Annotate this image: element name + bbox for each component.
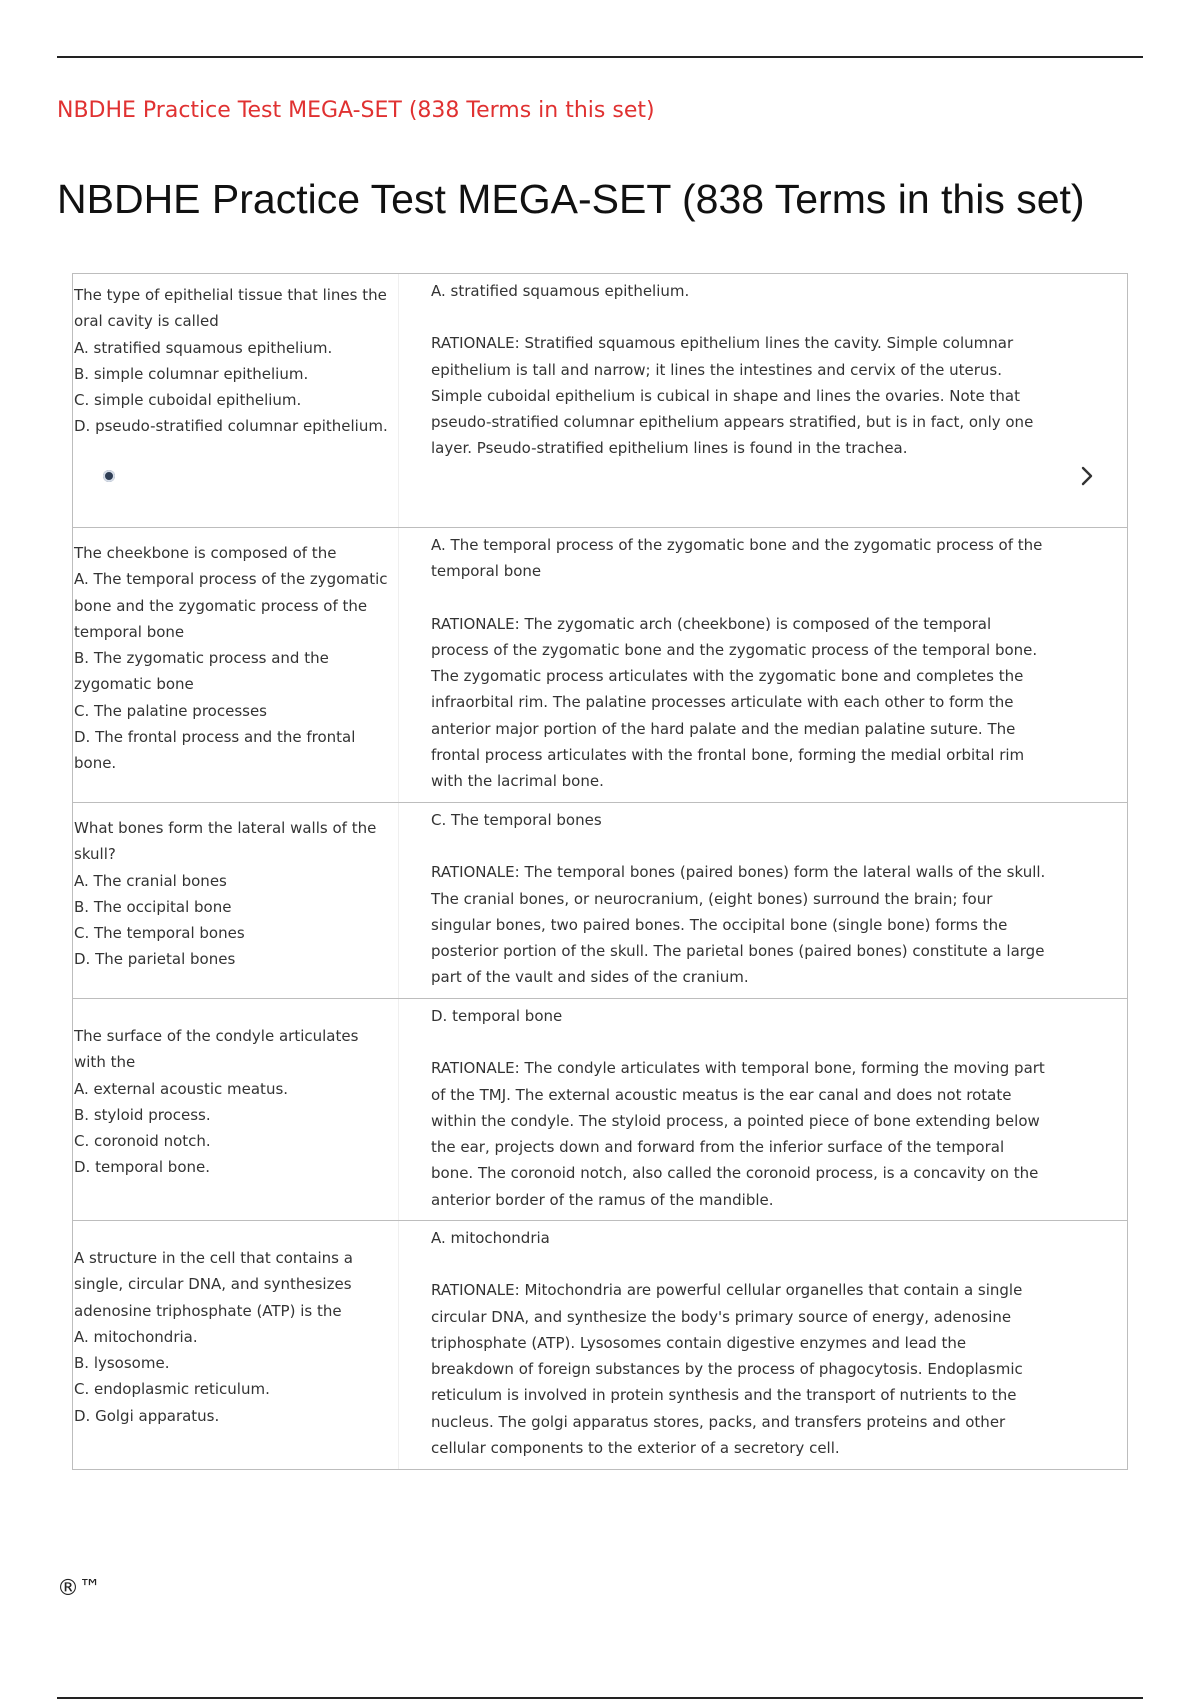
answer-text: D. temporal bone bbox=[431, 1007, 563, 1025]
option-b: B. simple columnar epithelium. bbox=[74, 364, 309, 383]
flashcard bbox=[73, 802, 1127, 998]
question-text: What bones form the lateral walls of the skull? bbox=[74, 819, 377, 864]
option-d: D. temporal bone. bbox=[74, 1158, 211, 1177]
option-b: B. The occipital bone bbox=[74, 897, 232, 916]
definition-cell bbox=[399, 803, 1127, 998]
answer-text: A. mitochondria bbox=[431, 1229, 550, 1247]
option-c: C. coronoid notch. bbox=[74, 1132, 211, 1151]
question-text: A structure in the cell that contains a single, circular DNA, and synthesizes adenosine triphosphate (ATP) is the bbox=[74, 1249, 353, 1320]
answer-text: A. stratified squamous epithelium. bbox=[431, 282, 690, 300]
flashcard-list bbox=[72, 273, 1128, 1470]
rationale-text: RATIONALE: Mitochondria are powerful cellular organelles that contain a single circular DNA, and synthesize the body's primary source of energy, adenosine triphosphate (ATP). Lysosomes contain digestive enzymes and lead the breakdown of foreign substances by the process of phagocytosis. Endoplasmic reticulum is involved in protein synthesis and the transport of nutrients to the nucleus. The golgi apparatus stores, packs, and transfers proteins and other cellular components to the exterior of a secretory cell. bbox=[431, 1281, 1023, 1458]
definition-cell bbox=[399, 274, 1127, 527]
rationale-text: RATIONALE: Stratified squamous epithelium lines the cavity. Simple columnar epithelium is tall and narrow; it lines the intestines and cervix of the uterus. Simple cuboidal epithelium is cubical in shape and lines the ovaries. Note that pseudo-stratified columnar epithelium appears stratified, but is in fact, only one layer. Pseudo-stratified epithelium lines is found in the trachea. bbox=[431, 334, 1034, 458]
term-cell bbox=[73, 999, 399, 1220]
rationale-text: RATIONALE: The temporal bones (paired bones) form the lateral walls of the skull. The cranial bones, or neurocranium, (eight bones) surround the brain; four singular bones, two paired bones. The occipital bone (single bone) forms the posterior portion of the skull. The parietal bones (paired bones) constitute a large part of the vault and sides of the cranium. bbox=[431, 863, 1046, 987]
term-cell bbox=[73, 1221, 399, 1469]
term-cell bbox=[73, 803, 399, 998]
option-a: A. The cranial bones bbox=[74, 871, 227, 890]
trademark-mark: ®™ bbox=[57, 1576, 101, 1601]
question-text: The surface of the condyle articulates with the bbox=[74, 1027, 359, 1072]
option-d: D. The parietal bones bbox=[74, 950, 236, 969]
top-divider bbox=[57, 56, 1143, 58]
option-a: A. The temporal process of the zygomatic bone and the zygomatic process of the temporal bone bbox=[74, 570, 388, 641]
option-a: A. stratified squamous epithelium. bbox=[74, 338, 333, 357]
flashcard bbox=[73, 998, 1127, 1220]
chevron-right-icon[interactable] bbox=[1081, 466, 1093, 486]
definition-cell bbox=[399, 999, 1127, 1220]
option-b: B. styloid process. bbox=[74, 1105, 211, 1124]
breadcrumb-link[interactable]: NBDHE Practice Test MEGA-SET (838 Terms in this set) bbox=[57, 98, 655, 123]
bottom-divider bbox=[57, 1697, 1143, 1699]
option-a: A. external acoustic meatus. bbox=[74, 1079, 289, 1098]
rationale-text: RATIONALE: The condyle articulates with temporal bone, forming the moving part of the TMJ. The external acoustic meatus is the ear canal and does not rotate within the condyle. The styloid process, a pointed piece of bone extending below the ear, projects down and forward from the inferior surface of the temporal bone. The coronoid notch, also called the coronoid process, is a concavity on the anterior border of the ramus of the mandible. bbox=[431, 1059, 1045, 1209]
settings-icon[interactable] bbox=[103, 470, 115, 482]
flashcard bbox=[73, 274, 1127, 527]
definition-cell bbox=[399, 528, 1127, 802]
option-c: C. The temporal bones bbox=[74, 924, 245, 943]
term-cell bbox=[73, 274, 399, 527]
option-d: D. pseudo-stratified columnar epithelium. bbox=[74, 417, 388, 436]
option-d: D. Golgi apparatus. bbox=[74, 1406, 220, 1425]
flashcard bbox=[73, 527, 1127, 802]
option-a: A. mitochondria. bbox=[74, 1327, 198, 1346]
term-cell bbox=[73, 528, 399, 802]
answer-text: A. The temporal process of the zygomatic bone and the zygomatic process of the temporal bone bbox=[431, 536, 1043, 581]
rationale-text: RATIONALE: The zygomatic arch (cheekbone) is composed of the temporal process of the zygomatic bone and the zygomatic process of the temporal bone. The zygomatic process articulates with the zygomatic bone and completes the infraorbital rim. The palatine processes articulate with each other to form the anterior major portion of the hard palate and the median palatine suture. The frontal process articulates with the frontal bone, forming the medial orbital rim with the lacrimal bone. bbox=[431, 614, 1038, 791]
option-b: B. The zygomatic process and the zygomatic bone bbox=[74, 649, 329, 694]
flashcard bbox=[73, 1220, 1127, 1469]
definition-cell bbox=[399, 1221, 1127, 1469]
question-text: The type of epithelial tissue that lines the oral cavity is called bbox=[74, 286, 387, 331]
answer-text: C. The temporal bones bbox=[431, 811, 602, 829]
question-text: The cheekbone is composed of the bbox=[74, 544, 337, 562]
option-c: C. simple cuboidal epithelium. bbox=[74, 391, 302, 410]
option-c: C. The palatine processes bbox=[74, 701, 267, 720]
option-b: B. lysosome. bbox=[74, 1354, 170, 1373]
option-d: D. The frontal process and the frontal bone. bbox=[74, 728, 356, 773]
page-title: NBDHE Practice Test MEGA-SET (838 Terms in this set) bbox=[57, 176, 1085, 222]
option-c: C. endoplasmic reticulum. bbox=[74, 1380, 270, 1399]
